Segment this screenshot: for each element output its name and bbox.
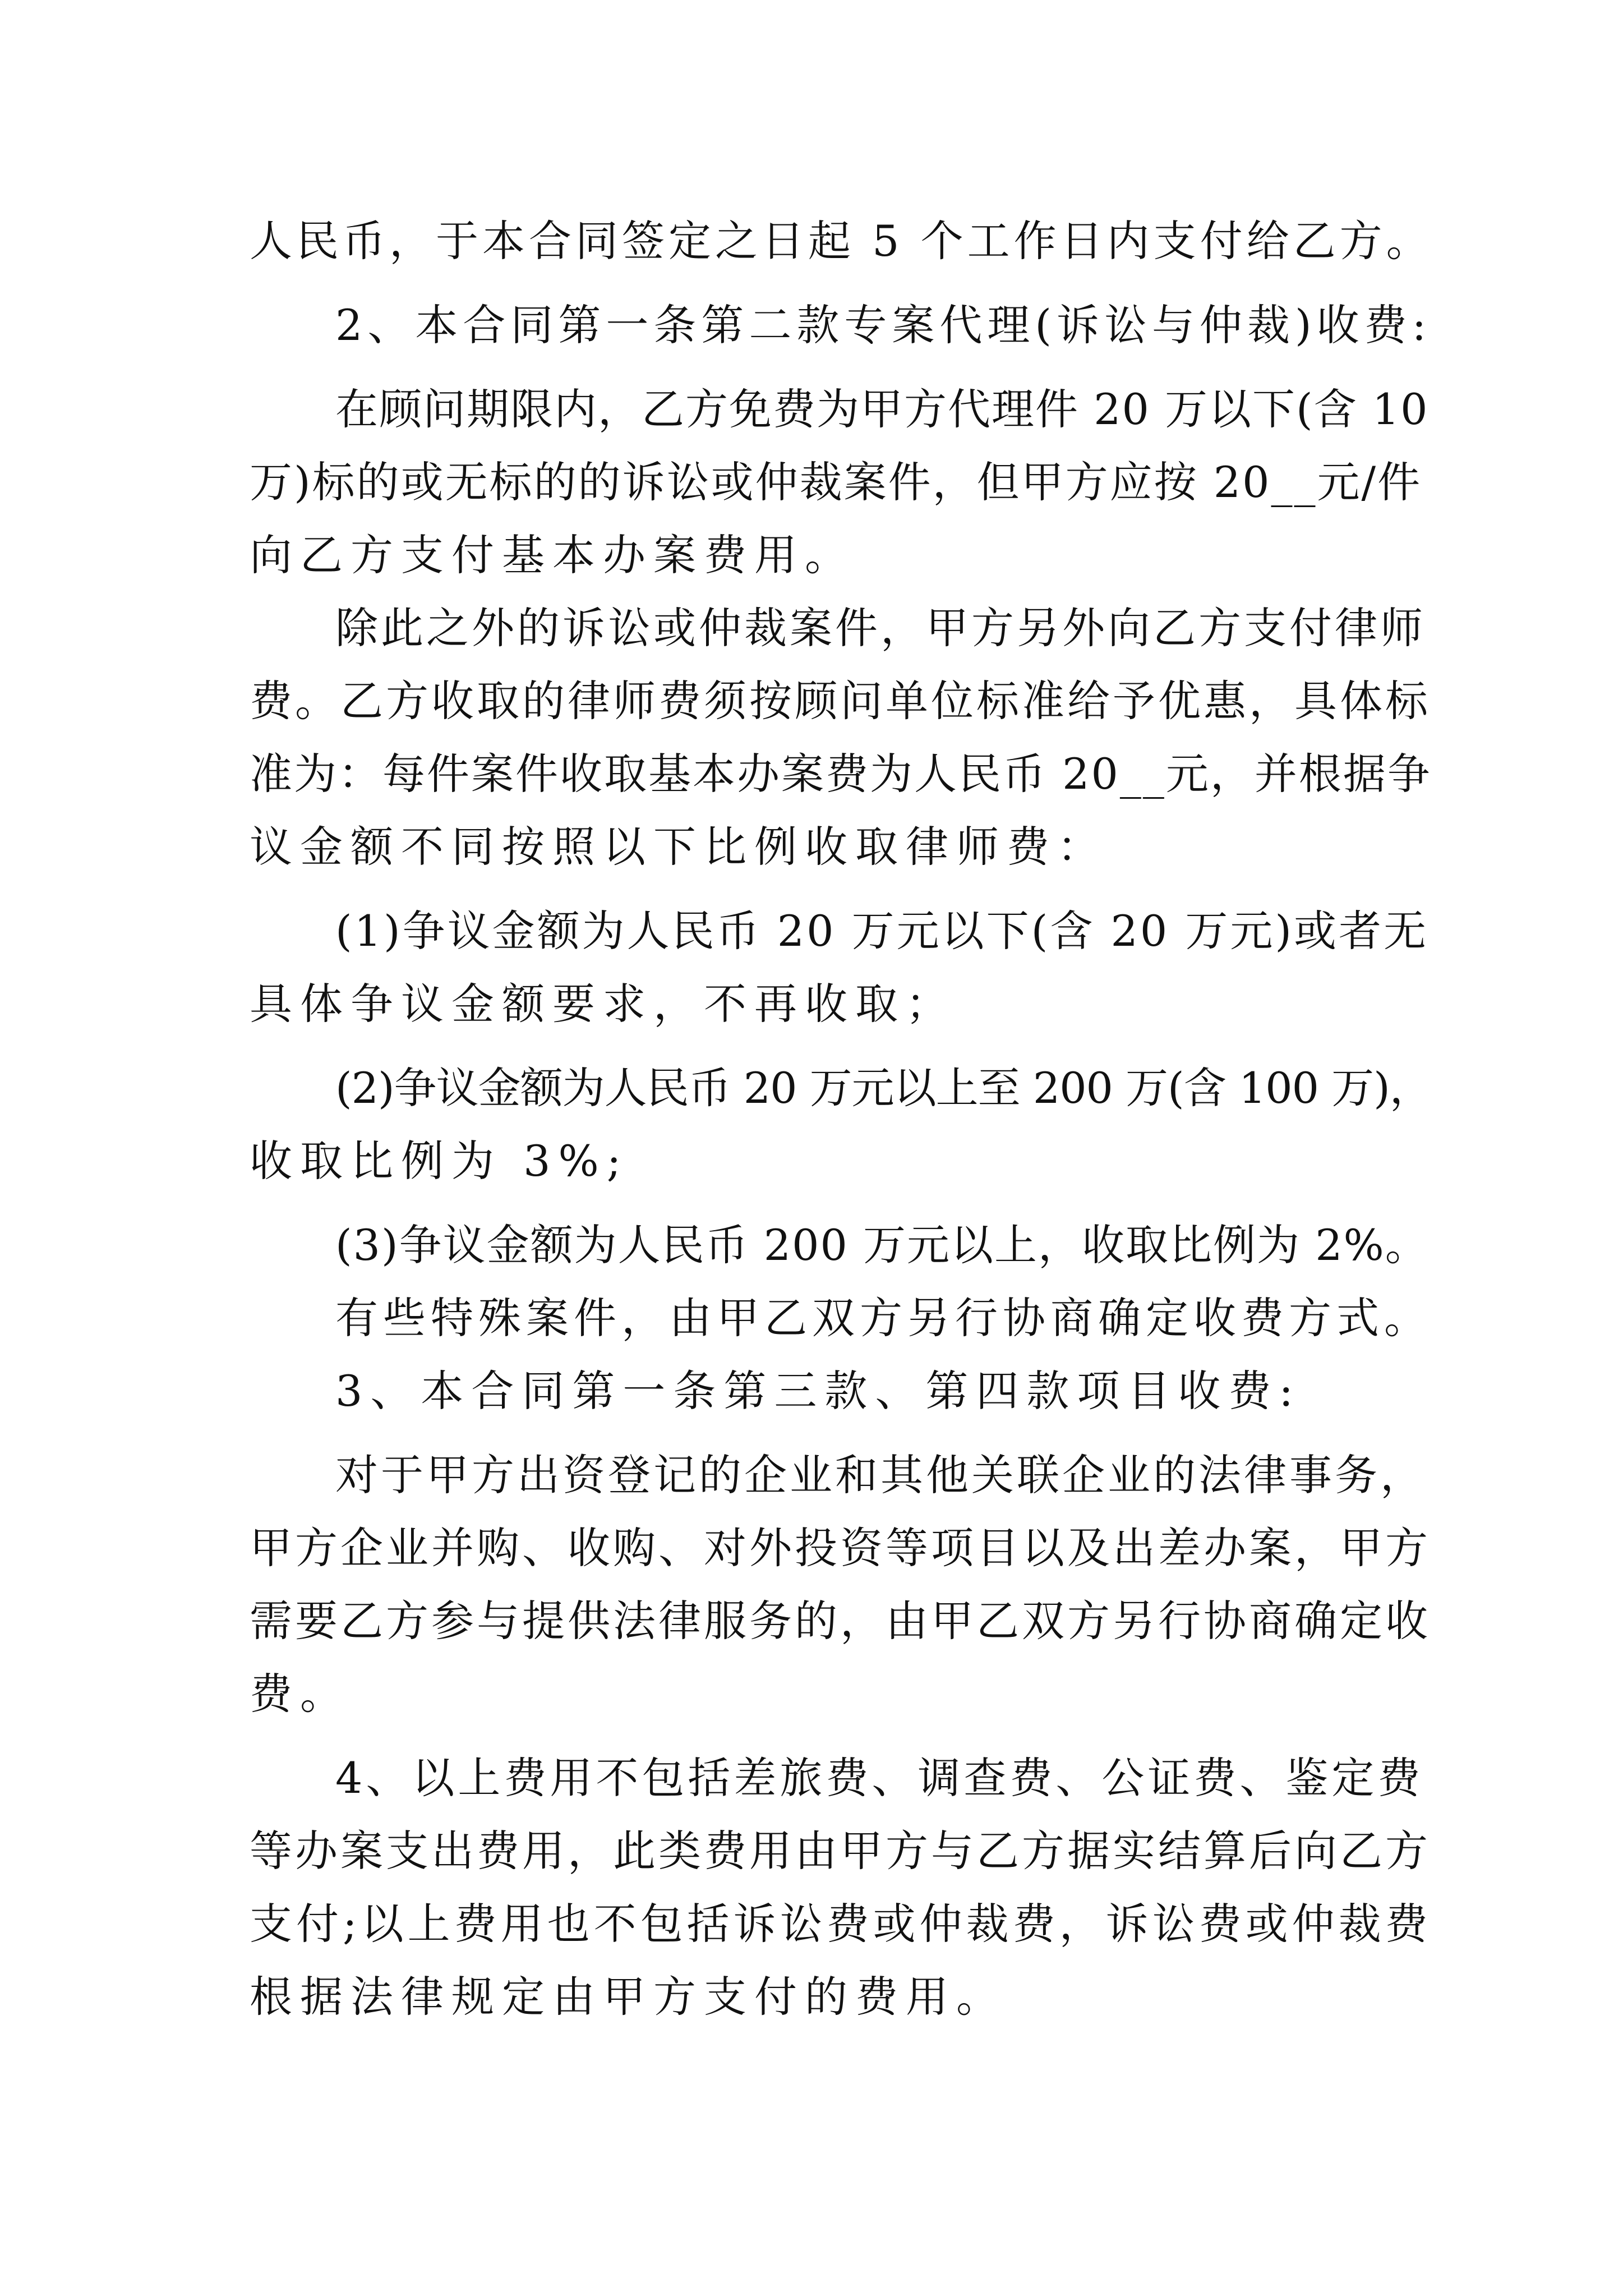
text-line: 等办案支出费用，此类费用由甲方与乙方据实结算后向乙方 [250,1826,1431,1876]
text-line: 甲方企业并购、收购、对外投资等项目以及出差办案，甲方 [250,1523,1431,1573]
text-line: 万)标的或无标的的诉讼或仲裁案件，但甲方应按 20__元/件 [250,457,1422,507]
text-line: 3、本合同第一条第三款、第四款项目收费: [335,1366,1301,1416]
text-line: 4、以上费用不包括差旅费、调查费、公证费、鉴定费 [335,1753,1424,1803]
text-line: 准为：每件案件收取基本办案费为人民币 20__元，并根据争 [250,749,1432,799]
text-line: 对于甲方出资登记的企业和其他关联企业的法律事务， [335,1450,1426,1500]
text-line: 收取比例为 3%; [250,1136,629,1186]
text-line: (2)争议金额为人民币 20 万元以上至 200 万(含 100 万)， [335,1063,1432,1113]
text-line: 2、本合同第一条第二款专案代理(诉讼与仲裁)收费: [335,300,1432,350]
text-line: 费。乙方收取的律师费须按顾问单位标准给予优惠，具体标 [250,676,1431,726]
text-line: 在顾问期限内，乙方免费为甲方代理件 20 万以下(含 10 [335,384,1429,434]
text-line: 费。 [250,1669,351,1719]
text-line: 除此之外的诉讼或仲裁案件，甲方另外向乙方支付律师 [335,603,1426,653]
text-line: 有些特殊案件，由甲乙双方另行协商确定收费方式。 [335,1293,1432,1343]
text-line: 向乙方支付基本办案费用。 [250,530,855,580]
text-line: 议金额不同按照以下比例收取律师费： [250,822,1108,872]
text-line: 需要乙方参与提供法律服务的，由甲乙双方另行协商确定收 [250,1596,1431,1646]
text-line: 人民币，于本合同签定之日起 5 个工作日内支付给乙方。 [250,216,1433,266]
text-line: 具体争议金额要求，不再收取； [250,979,956,1029]
text-line: (3)争议金额为人民币 200 万元以上，收取比例为 2%。 [335,1220,1429,1270]
text-line: 支付;以上费用也不包括诉讼费或仲裁费，诉讼费或仲裁费 [250,1899,1432,1949]
text-line: 根据法律规定由甲方支付的费用。 [250,1972,1007,2022]
text-line: (1)争议金额为人民币 20 万元以下(含 20 万元)或者无 [335,906,1429,956]
